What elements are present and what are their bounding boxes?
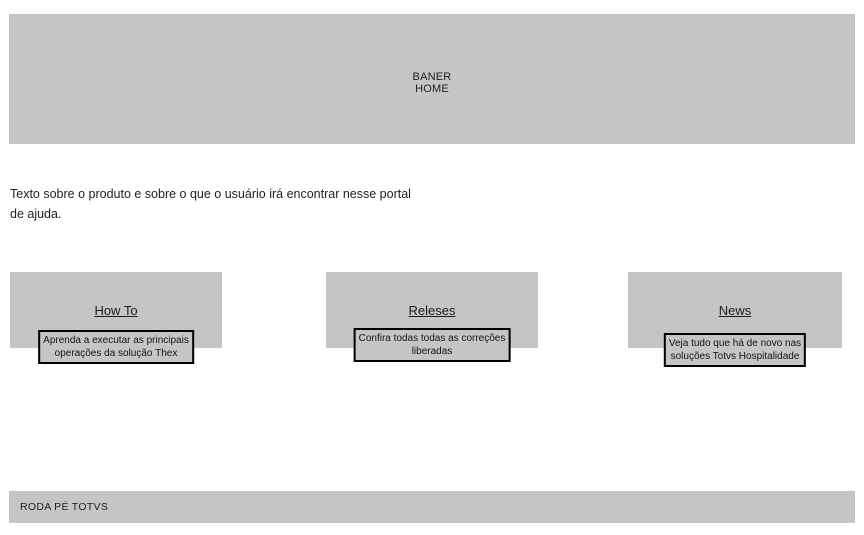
card-how-to[interactable]	[10, 272, 222, 359]
intro-text: Texto sobre o produto e sobre o que o usuário irá encontrar nesse portal de ajuda.	[10, 187, 411, 221]
releases-link[interactable]: Releses	[408, 303, 456, 318]
how-to-link[interactable]: How To	[94, 303, 138, 318]
releases-tooltip-line1: Confira todas todas as correções	[358, 333, 506, 344]
banner-label-line1: BANER	[412, 70, 452, 83]
releases-tooltip	[354, 328, 511, 362]
news-tooltip-line1: Veja tudo que há de novo nas	[668, 338, 802, 349]
card-releases[interactable]	[326, 272, 538, 357]
footer-placeholder	[9, 491, 855, 523]
news-link[interactable]: News	[718, 303, 752, 318]
banner-label-line2: HOME	[415, 83, 449, 95]
releases-tooltip-line2: liberadas	[411, 346, 453, 357]
card-news[interactable]	[628, 272, 842, 362]
news-tooltip-line2: soluções Totvs Hospitalidade	[670, 351, 800, 362]
how-to-tooltip-line2: operações da solução Thex	[54, 348, 178, 359]
footer-label: RODA PÉ TOTVS	[20, 501, 109, 513]
how-to-tooltip	[38, 330, 194, 364]
home-banner-placeholder	[9, 14, 855, 144]
how-to-tooltip-line1: Aprenda a executar as principais	[43, 335, 189, 346]
news-tooltip	[664, 333, 806, 367]
